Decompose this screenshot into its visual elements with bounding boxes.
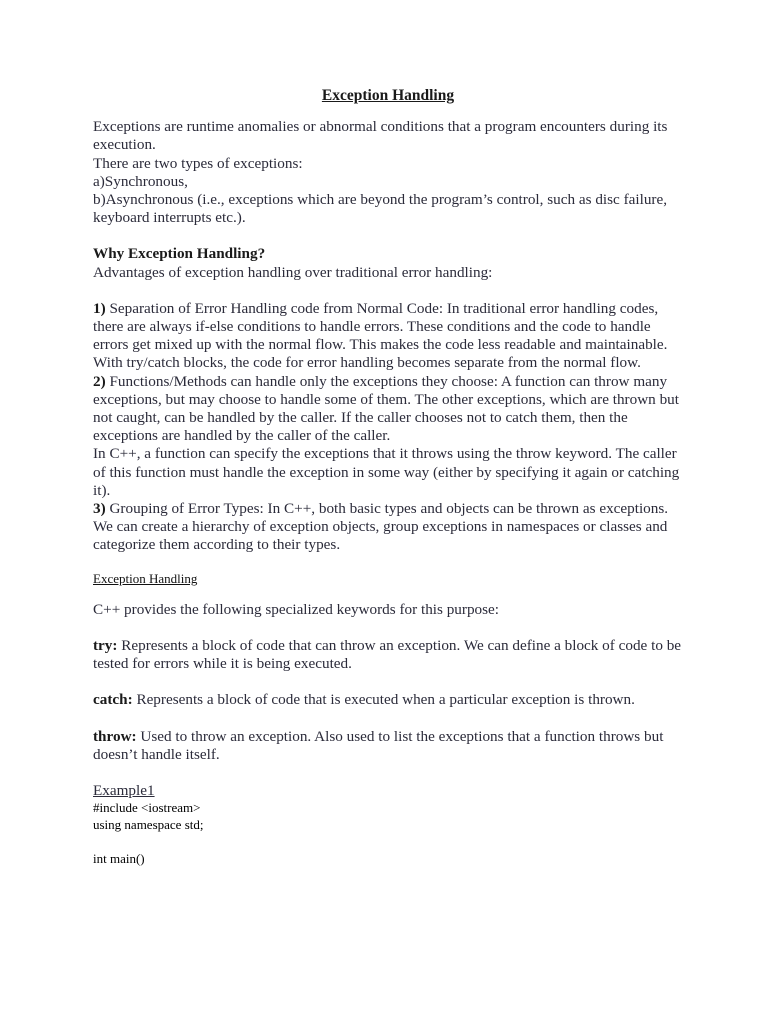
keyword-catch xyxy=(93,691,683,709)
why-heading: Why Exception Handling? xyxy=(93,245,266,263)
page-title: Exception Handling xyxy=(321,87,455,104)
advantage-paragraph xyxy=(93,373,683,446)
example-label: Example1 xyxy=(93,782,155,800)
keyword-desc: Used to throw an exception. Also used to list the exceptions that a function throws but doesn’t handle itself. xyxy=(93,727,664,763)
keyword-name: catch: xyxy=(93,691,133,709)
advantage-paragraph xyxy=(93,300,683,373)
intro-line: Exceptions are runtime anomalies or abnormal conditions that a program encounters during its execution. xyxy=(93,118,668,154)
advantage-number: 1) xyxy=(93,299,106,317)
intro-line: There are two types of exceptions: xyxy=(93,154,303,172)
code-line: int main() xyxy=(93,850,145,866)
intro-line: b)Asynchronous (i.e., exceptions which are beyond the program’s control, such as disc failure, keyboard interrupts etc.). xyxy=(93,191,668,227)
code-line: #include <iostream> xyxy=(93,800,201,816)
section-heading: Exception Handling xyxy=(93,570,198,586)
keyword-throw xyxy=(93,728,683,764)
why-subtitle: Advantages of exception handling over traditional error handling: xyxy=(93,263,493,281)
advantage-text: Grouping of Error Types: In C++, both basic types and objects can be thrown as exceptions. We can create a hierarchy of exception objects, group exceptions in namespaces or classes and categorize them according to their types. xyxy=(93,500,669,554)
cpp-note: In C++, a function can specify the exceptions that it throws using the throw keyword. The caller of this function must handle the exception in some way (either by specifying it again or catching it). xyxy=(93,445,680,499)
advantage-number: 3) xyxy=(93,500,106,518)
keywords-intro: C++ provides the following specialized keywords for this purpose: xyxy=(93,600,500,618)
keyword-try xyxy=(93,637,683,673)
advantage-number: 2) xyxy=(93,372,106,390)
keyword-desc: Represents a block of code that can throw an exception. We can define a block of code to be tested for errors while it is being executed. xyxy=(93,637,682,673)
keyword-desc: Represents a block of code that is executed when a particular exception is thrown. xyxy=(132,691,635,709)
keyword-name: try: xyxy=(93,637,118,655)
advantage-text: Separation of Error Handling code from Normal Code: In traditional error handling codes, there are always if-else conditions to handle errors. These conditions and the code to handle errors get mixed up with the normal flow. This makes the code less readable and maintainable. With try/catch blocks, the code for error handling becomes separate from the normal flow. xyxy=(93,299,668,372)
advantage-text: Functions/Methods can handle only the exceptions they choose: A function can throw many exceptions, but may choose to handle some of them. The other exceptions, which are thrown but not caught, can be handled by the caller. If the caller chooses not to catch them, then the exceptions are handled by the caller of the caller. xyxy=(93,372,679,445)
advantage-paragraph xyxy=(93,500,683,555)
keyword-name: throw: xyxy=(93,727,137,745)
intro-line: a)Synchronous, xyxy=(93,172,188,190)
code-line: using namespace std; xyxy=(93,817,204,832)
document-body xyxy=(93,87,683,867)
